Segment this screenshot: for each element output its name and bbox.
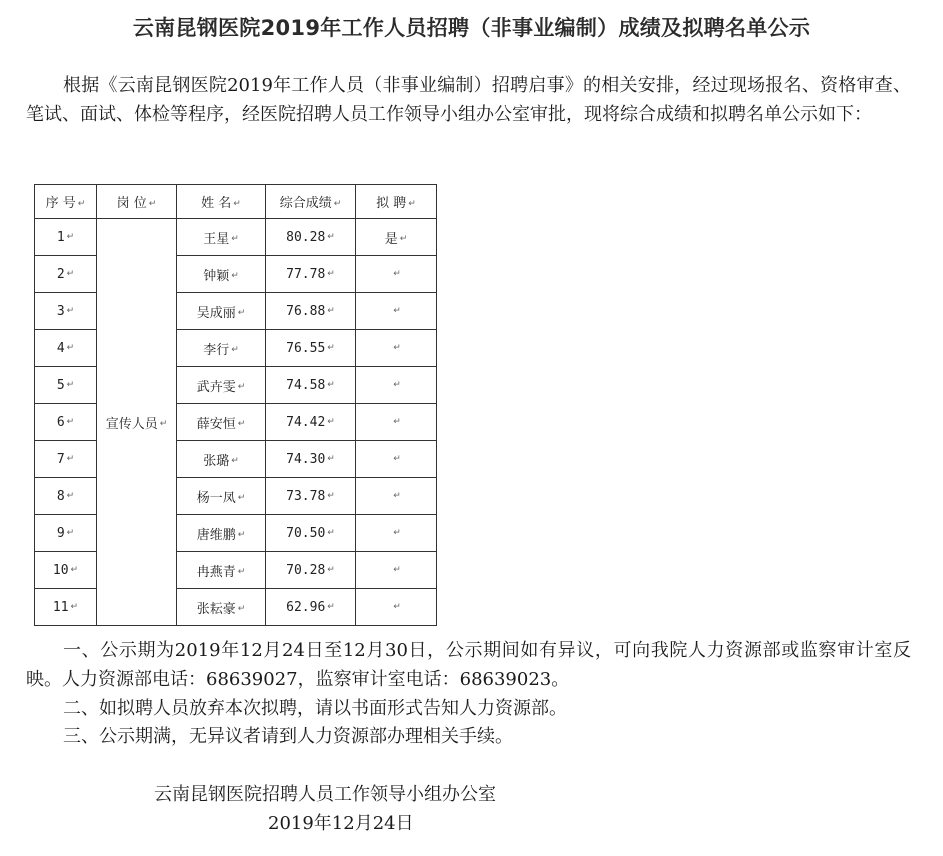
row-index-cell <box>35 515 97 552</box>
hire-cell <box>356 367 437 404</box>
name-cell-text: 杨一凤 <box>196 490 236 506</box>
score-cell <box>266 589 356 626</box>
paragraph-mark-icon: ↵ <box>393 269 401 279</box>
name-cell-text: 李行 <box>203 342 230 358</box>
header-cell-hire <box>356 185 437 219</box>
header-label: 拟 聘 <box>376 196 407 211</box>
name-cell-text: 王星 <box>203 231 230 247</box>
paragraph-mark-icon: ↵ <box>231 271 239 281</box>
row-index-cell-text: 9 <box>56 525 65 541</box>
hire-cell <box>356 552 437 589</box>
paragraph-mark-icon: ↵ <box>327 417 335 427</box>
name-cell <box>177 219 266 256</box>
paragraph-mark-icon: ↵ <box>327 380 335 390</box>
score-cell <box>266 515 356 552</box>
paragraph-mark-icon: ↵ <box>393 380 401 390</box>
row-index-cell-text: 10 <box>52 562 69 578</box>
name-cell <box>177 256 266 293</box>
name-cell <box>177 478 266 515</box>
note-paragraph-1: 一、公示期为2019年12月24日至12月30日，公示期间如有异议，可向我院人力资源部或监察审计室反映。人力资源部电话：68639027，监察审计室电话：68639023。 <box>26 640 911 690</box>
score-cell-text: 70.50 <box>286 525 326 541</box>
score-cell-text: 76.55 <box>286 340 326 356</box>
paragraph-mark-icon: ↵ <box>237 308 246 318</box>
paragraph-mark-icon: ↵ <box>231 456 239 466</box>
name-cell-text: 薛安恒 <box>196 416 236 432</box>
row-index-cell <box>35 256 97 293</box>
hire-cell <box>356 293 437 330</box>
row-index-cell <box>35 441 97 478</box>
score-cell-text: 74.30 <box>286 451 326 467</box>
paragraph-mark-icon: ↵ <box>333 198 342 209</box>
paragraph-mark-icon: ↵ <box>66 491 75 501</box>
score-cell-text: 77.78 <box>286 266 326 282</box>
header-label: 综合成绩 <box>279 196 332 211</box>
paragraph-mark-icon: ↵ <box>393 417 401 427</box>
row-index-cell <box>35 367 97 404</box>
score-cell-text: 74.58 <box>286 377 326 393</box>
hire-cell <box>356 219 437 256</box>
row-index-cell <box>35 404 97 441</box>
paragraph-mark-icon: ↵ <box>148 198 157 209</box>
paragraph-mark-icon: ↵ <box>66 306 75 316</box>
hire-cell <box>356 330 437 367</box>
date-line: 2019年12月24日 <box>268 813 414 834</box>
hire-cell <box>356 404 437 441</box>
row-index-cell-text: 3 <box>56 303 65 319</box>
score-cell-text: 73.78 <box>286 488 326 504</box>
row-index-cell-text: 1 <box>56 229 65 245</box>
hire-cell-text: 是 <box>384 231 398 247</box>
score-cell-text: 80.28 <box>286 229 326 245</box>
score-cell <box>266 293 356 330</box>
name-cell <box>177 552 266 589</box>
table-row <box>35 219 437 256</box>
paragraph-mark-icon: ↵ <box>66 232 75 242</box>
score-cell-text: 74.42 <box>286 414 326 430</box>
name-cell <box>177 330 266 367</box>
name-cell-text: 吴成丽 <box>196 305 236 321</box>
score-cell <box>266 330 356 367</box>
signature-line: 云南昆钢医院招聘人员工作领导小组办公室 <box>154 784 496 805</box>
position-cell <box>97 219 177 626</box>
table-row <box>35 552 437 589</box>
name-cell <box>177 515 266 552</box>
paragraph-mark-icon: ↵ <box>408 198 416 209</box>
paragraph-mark-icon: ↵ <box>237 604 246 614</box>
hire-cell <box>356 256 437 293</box>
table-row <box>35 256 437 293</box>
results-table <box>34 184 437 626</box>
header-cell-score <box>266 185 356 219</box>
name-cell-text: 唐维鹏 <box>196 527 236 543</box>
note-paragraph-2: 二、如拟聘人员放弃本次拟聘，请以书面形式告知人力资源部。 <box>63 698 567 719</box>
score-cell-text: 62.96 <box>286 599 326 615</box>
table-header-row <box>35 185 437 219</box>
paragraph-mark-icon: ↵ <box>66 269 75 279</box>
row-index-cell-text: 4 <box>56 340 65 356</box>
paragraph-mark-icon: ↵ <box>66 380 75 390</box>
row-index-cell-text: 8 <box>56 488 65 504</box>
table-row <box>35 515 437 552</box>
paragraph-mark-icon: ↵ <box>231 234 239 244</box>
name-cell-text: 武卉雯 <box>196 379 236 395</box>
name-cell-text: 钟颖 <box>203 268 230 284</box>
paragraph-mark-icon: ↵ <box>327 232 335 242</box>
score-cell <box>266 256 356 293</box>
header-cell-index <box>35 185 97 219</box>
row-index-cell-text: 2 <box>56 266 65 282</box>
paragraph-mark-icon: ↵ <box>70 602 79 612</box>
paragraph-mark-icon: ↵ <box>327 269 335 279</box>
paragraph-mark-icon: ↵ <box>327 491 335 501</box>
position-text: 宣传人员 <box>105 416 158 432</box>
table-row <box>35 441 437 478</box>
paragraph-mark-icon: ↵ <box>393 306 401 316</box>
paragraph-mark-icon: ↵ <box>233 198 241 209</box>
document-title: 云南昆钢医院2019年工作人员招聘（非事业编制）成绩及拟聘名单公示 <box>132 16 811 40</box>
paragraph-mark-icon: ↵ <box>393 454 401 464</box>
row-index-cell <box>35 293 97 330</box>
score-cell <box>266 552 356 589</box>
hire-cell <box>356 515 437 552</box>
header-label: 姓 名 <box>201 196 232 211</box>
paragraph-mark-icon: ↵ <box>393 602 401 612</box>
table-row <box>35 589 437 626</box>
paragraph-mark-icon: ↵ <box>393 528 401 538</box>
table-row <box>35 367 437 404</box>
score-cell <box>266 219 356 256</box>
paragraph-mark-icon: ↵ <box>66 528 75 538</box>
row-index-cell-text: 7 <box>56 451 65 467</box>
score-cell <box>266 404 356 441</box>
name-cell-text: 冉燕青 <box>196 564 236 580</box>
score-cell-text: 76.88 <box>286 303 326 319</box>
paragraph-mark-icon: ↵ <box>159 419 168 429</box>
name-cell <box>177 367 266 404</box>
row-index-cell <box>35 330 97 367</box>
paragraph-mark-icon: ↵ <box>393 565 401 575</box>
paragraph-mark-icon: ↵ <box>66 454 75 464</box>
row-index-cell <box>35 552 97 589</box>
paragraph-mark-icon: ↵ <box>327 454 335 464</box>
header-cell-position <box>97 185 177 219</box>
name-cell <box>177 293 266 330</box>
paragraph-mark-icon: ↵ <box>237 382 246 392</box>
row-index-cell-text: 6 <box>56 414 65 430</box>
paragraph-mark-icon: ↵ <box>237 493 246 503</box>
score-cell-text: 70.28 <box>286 562 326 578</box>
paragraph-mark-icon: ↵ <box>393 343 401 353</box>
name-cell-text: 张耘豪 <box>196 601 236 617</box>
paragraph-mark-icon: ↵ <box>66 343 75 353</box>
table-row <box>35 293 437 330</box>
paragraph-mark-icon: ↵ <box>327 528 335 538</box>
name-cell <box>177 404 266 441</box>
table-body <box>35 219 437 626</box>
table-row <box>35 330 437 367</box>
hire-cell <box>356 478 437 515</box>
table-row <box>35 478 437 515</box>
paragraph-mark-icon: ↵ <box>327 343 335 353</box>
name-cell <box>177 589 266 626</box>
header-label: 序 号 <box>45 196 76 211</box>
name-cell <box>177 441 266 478</box>
paragraph-mark-icon: ↵ <box>231 345 239 355</box>
row-index-cell <box>35 589 97 626</box>
score-cell <box>266 367 356 404</box>
intro-paragraph: 根据《云南昆钢医院2019年工作人员（非事业编制）招聘启事》的相关安排，经过现场报名、资格审查、笔试、面试、体检等程序，经医院招聘人员工作领导小组办公室审批，现将综合成绩和拟聘名单公示如下： <box>26 75 911 125</box>
row-index-cell-text: 11 <box>52 599 69 615</box>
name-cell-text: 张璐 <box>203 453 230 469</box>
header-label: 岗 位 <box>116 196 147 211</box>
paragraph-mark-icon: ↵ <box>237 419 246 429</box>
paragraph-mark-icon: ↵ <box>327 306 335 316</box>
paragraph-mark-icon: ↵ <box>237 567 246 577</box>
row-index-cell <box>35 478 97 515</box>
note-paragraph-3: 三、公示期满，无异议者请到人力资源部办理相关手续。 <box>63 726 513 747</box>
row-index-cell <box>35 219 97 256</box>
score-cell <box>266 441 356 478</box>
paragraph-mark-icon: ↵ <box>77 198 86 209</box>
score-cell <box>266 478 356 515</box>
header-cell-name <box>177 185 266 219</box>
paragraph-mark-icon: ↵ <box>327 602 335 612</box>
table-row <box>35 404 437 441</box>
paragraph-mark-icon: ↵ <box>393 491 401 501</box>
paragraph-mark-icon: ↵ <box>70 565 79 575</box>
hire-cell <box>356 441 437 478</box>
paragraph-mark-icon: ↵ <box>399 234 408 244</box>
row-index-cell-text: 5 <box>56 377 65 393</box>
hire-cell <box>356 589 437 626</box>
paragraph-mark-icon: ↵ <box>66 417 75 427</box>
paragraph-mark-icon: ↵ <box>327 565 335 575</box>
paragraph-mark-icon: ↵ <box>237 530 246 540</box>
